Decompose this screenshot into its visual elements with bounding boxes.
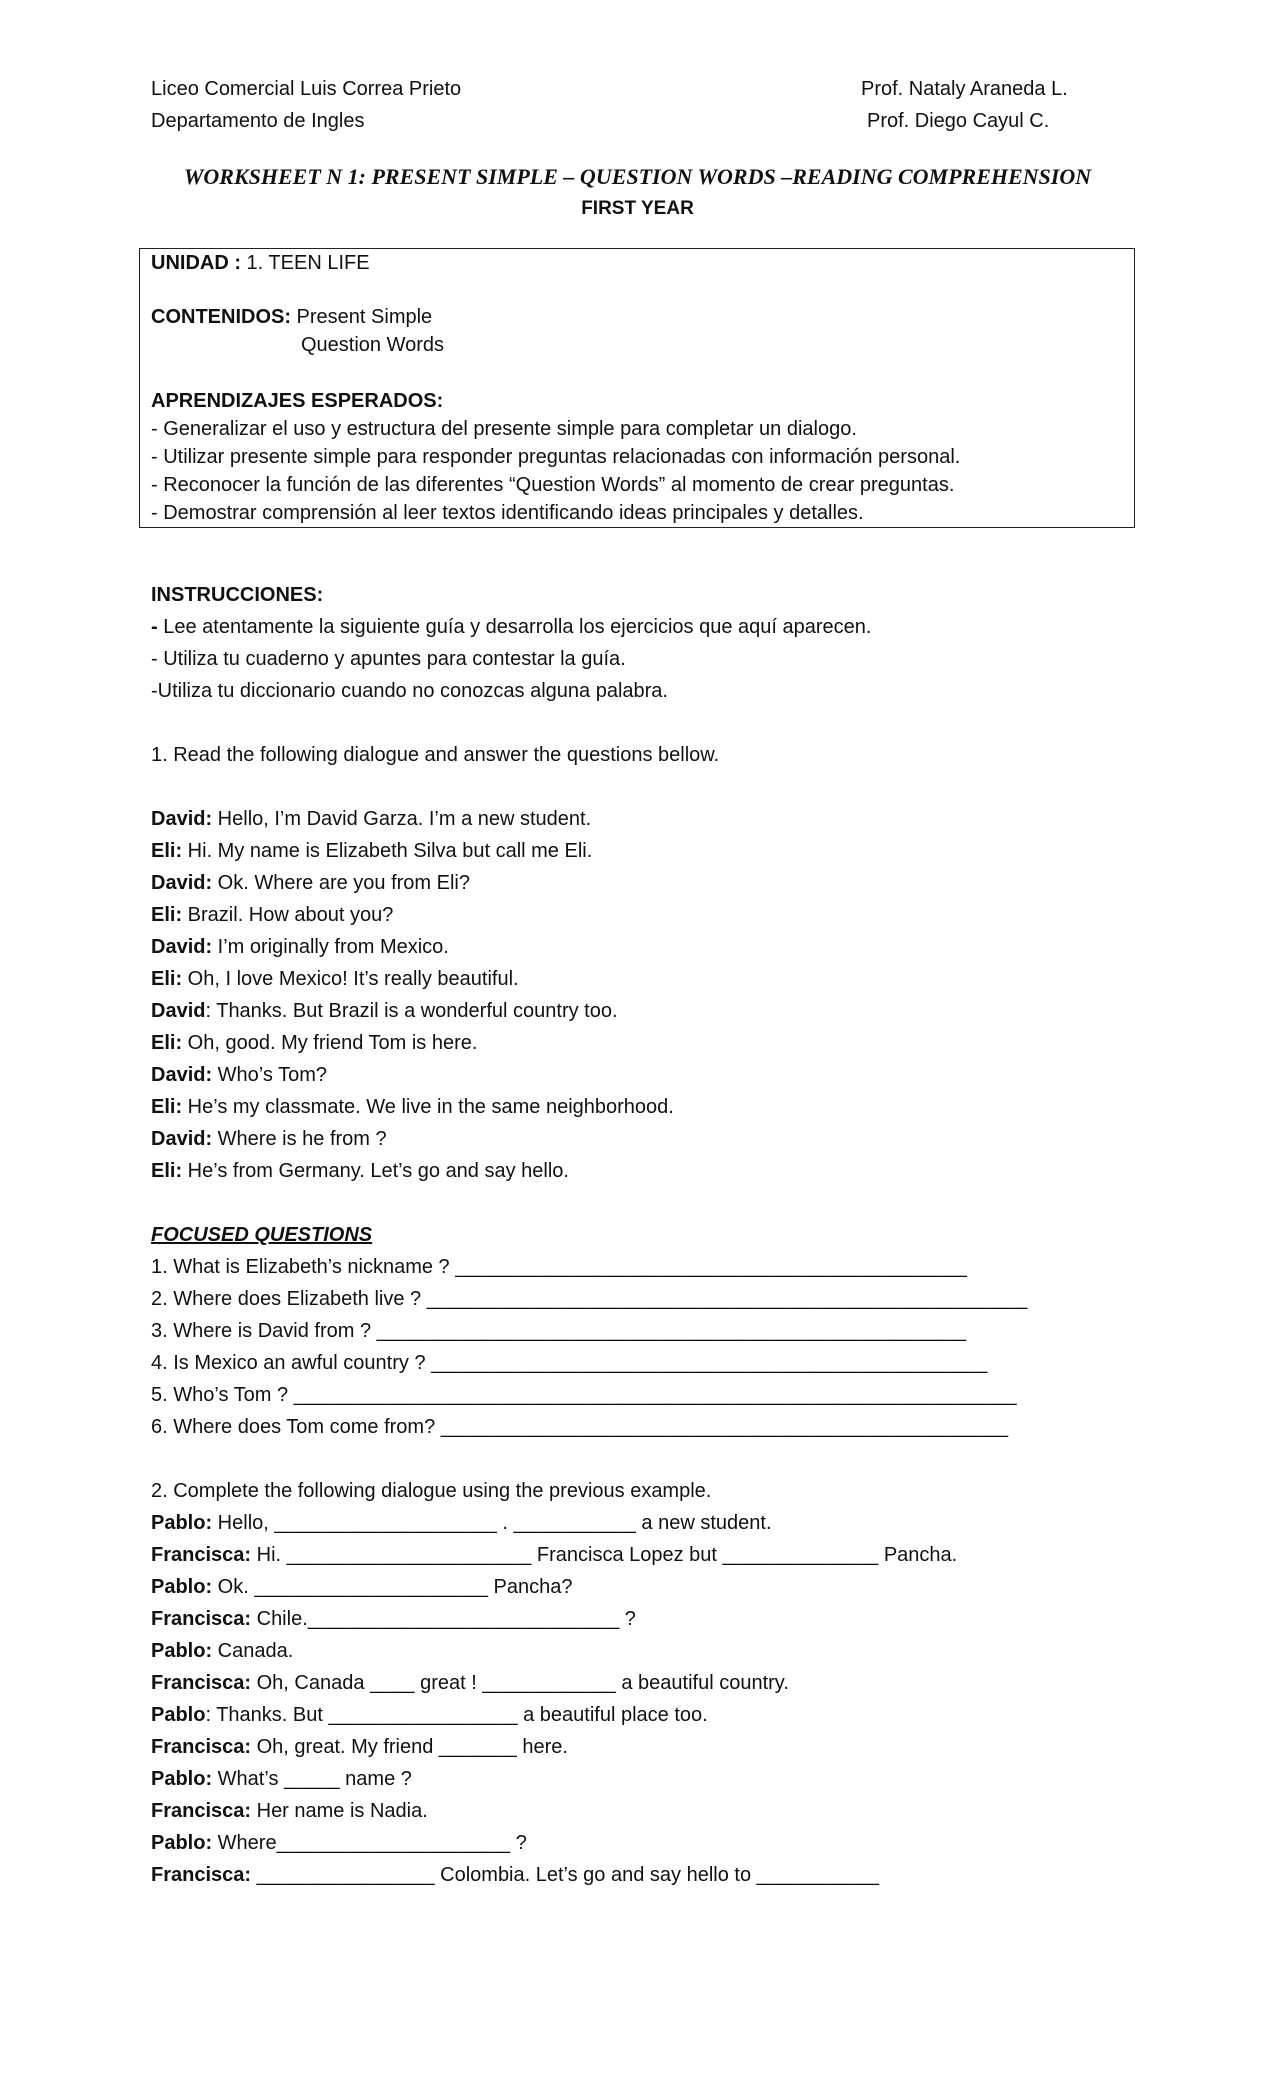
completion-text: Oh, Canada ____ great ! ____________ a beautiful country. [251,1672,789,1694]
instruction-item: -Utiliza tu diccionario cuando no conozcas alguna palabra. [151,680,668,702]
aprendizaje-item: - Generalizar el uso y estructura del presente simple para completar un dialogo. [151,418,857,440]
contenidos-item-2: Question Words [301,334,445,356]
instruction-item [151,616,871,639]
dialogue-text: Who’s Tom? [212,1064,327,1086]
aprendizaje-item: - Demostrar comprensión al leer textos identificando ideas principales y detalles. [151,502,864,524]
speaker: David: [151,1064,213,1086]
department-name: Departamento de Ingles [151,110,365,132]
teacher-2: Prof. Diego Cayul C. [867,110,1050,132]
completion-line[interactable] [151,1768,412,1791]
contenidos-item-1: Present Simple [291,306,433,328]
speaker: Eli: [151,968,183,990]
dialogue-text: Where is he from ? [212,1128,387,1150]
dialogue-line [151,1096,674,1119]
completion-line [151,1800,428,1823]
aprendizaje-item: - Reconocer la función de las diferentes “Question Words” al momento de crear preguntas. [151,474,955,496]
speaker: Pablo: [151,1768,213,1790]
dialogue-text: Oh, good. My friend Tom is here. [182,1032,478,1054]
exercise1-prompt: 1. Read the following dialogue and answer the questions bellow. [151,744,720,766]
speaker: Eli: [151,904,183,926]
speaker: David: [151,872,213,894]
speaker: David: [151,808,213,830]
completion-line[interactable] [151,1832,527,1855]
exercise2-prompt: 2. Complete the following dialogue using the previous example. [151,1480,712,1502]
speaker: Eli: [151,1032,183,1054]
completion-text: Chile.____________________________ ? [251,1608,636,1630]
question-line[interactable]: 5. Who’s Tom ? _________________________________________________________________ [151,1384,1017,1406]
speaker: Eli: [151,840,183,862]
aprendizajes-label: APRENDIZAJES ESPERADOS: [151,390,444,412]
speaker: Pablo [151,1704,206,1726]
dialogue-line [151,1032,477,1055]
completion-text: Oh, great. My friend _______ here. [251,1736,568,1758]
completion-line[interactable] [151,1704,708,1727]
instruction-dash: - [151,616,158,638]
worksheet-title: WORKSHEET N 1: PRESENT SIMPLE – QUESTION WORDS –READING COMPREHENSION [183,164,1092,189]
speaker: Pablo: [151,1832,213,1854]
speaker: Eli: [151,1160,183,1182]
dialogue-text: I’m originally from Mexico. [212,936,449,958]
speaker: Francisca: [151,1608,252,1630]
dialogue-line [151,1160,569,1183]
dialogue-line [151,840,592,863]
school-name: Liceo Comercial Luis Correa Prieto [151,78,462,100]
speaker: Francisca: [151,1800,252,1822]
dialogue-line [151,872,470,895]
completion-line[interactable] [151,1608,636,1631]
speaker: Pablo: [151,1576,213,1598]
speaker: Francisca: [151,1736,252,1758]
question-line[interactable]: 1. What is Elizabeth’s nickname ? ______________________________________________ [151,1256,967,1278]
worksheet-subtitle: FIRST YEAR [581,198,694,219]
completion-line[interactable] [151,1576,572,1599]
unidad-value: 1. TEEN LIFE [241,252,370,274]
completion-line [151,1640,293,1663]
question-line[interactable]: 6. Where does Tom come from? ___________________________________________________ [151,1416,1009,1438]
completion-line[interactable] [151,1544,957,1567]
instruction-text: Lee atentamente la siguiente guía y desarrolla los ejercicios que aquí aparecen. [157,616,872,638]
teacher-1: Prof. Nataly Araneda L. [861,78,1068,100]
dialogue-line [151,1064,327,1087]
speaker: Pablo: [151,1640,213,1662]
completion-text: Hello, ____________________ . ___________ a new student. [212,1512,772,1534]
dialogue-line [151,968,519,991]
speaker: David [151,1000,206,1022]
completion-text: What’s _____ name ? [212,1768,412,1790]
speaker: David: [151,936,213,958]
speaker: Pablo: [151,1512,213,1534]
completion-text: Hi. ______________________ Francisca Lopez but ______________ Pancha. [251,1544,958,1566]
dialogue-text: Hello, I’m David Garza. I’m a new student. [212,808,592,830]
contenidos-label: CONTENIDOS: [151,306,291,328]
completion-line[interactable] [151,1672,789,1695]
question-line[interactable]: 2. Where does Elizabeth live ? ______________________________________________________ [151,1288,1028,1310]
completion-text: Canada. [212,1640,294,1662]
dialogue-line [151,904,393,927]
dialogue-line [151,936,449,959]
dialogue-text: He’s from Germany. Let’s go and say hello. [182,1160,569,1182]
dialogue-text: Hi. My name is Elizabeth Silva but call me Eli. [182,840,593,862]
completion-text: ________________ Colombia. Let’s go and say hello to ___________ [251,1864,879,1886]
completion-line[interactable] [151,1736,568,1759]
unidad-line [151,252,370,275]
speaker: Francisca: [151,1864,252,1886]
dialogue-line [151,1128,387,1151]
unidad-label: UNIDAD : [151,252,241,274]
completion-text: Where_____________________ ? [212,1832,527,1854]
completion-text: Ok. _____________________ Pancha? [212,1576,573,1598]
contenidos-line [151,306,432,329]
instructions-label: INSTRUCCIONES: [151,584,324,606]
question-line[interactable]: 3. Where is David from ? _____________________________________________________ [151,1320,967,1342]
speaker: David: [151,1128,213,1150]
focused-questions-heading: FOCUSED QUESTIONS [151,1224,373,1246]
speaker: Francisca: [151,1672,252,1694]
speaker: Eli: [151,1096,183,1118]
dialogue-text: He’s my classmate. We live in the same neighborhood. [182,1096,674,1118]
dialogue-text: Brazil. How about you? [182,904,394,926]
aprendizaje-item: - Utilizar presente simple para responder preguntas relacionadas con información personal. [151,446,961,468]
dialogue-line [151,1000,618,1023]
dialogue-line [151,808,591,831]
dialogue-text: Oh, I love Mexico! It’s really beautiful. [182,968,519,990]
question-line[interactable]: 4. Is Mexico an awful country ? __________________________________________________ [151,1352,988,1374]
speaker: Francisca: [151,1544,252,1566]
completion-line[interactable] [151,1512,772,1535]
instruction-item: - Utiliza tu cuaderno y apuntes para contestar la guía. [151,648,626,670]
completion-text: Her name is Nadia. [251,1800,428,1822]
completion-text: : Thanks. But _________________ a beautiful place too. [205,1704,708,1726]
dialogue-text: : Thanks. But Brazil is a wonderful country too. [205,1000,618,1022]
dialogue-text: Ok. Where are you from Eli? [212,872,470,894]
completion-line[interactable] [151,1864,879,1887]
